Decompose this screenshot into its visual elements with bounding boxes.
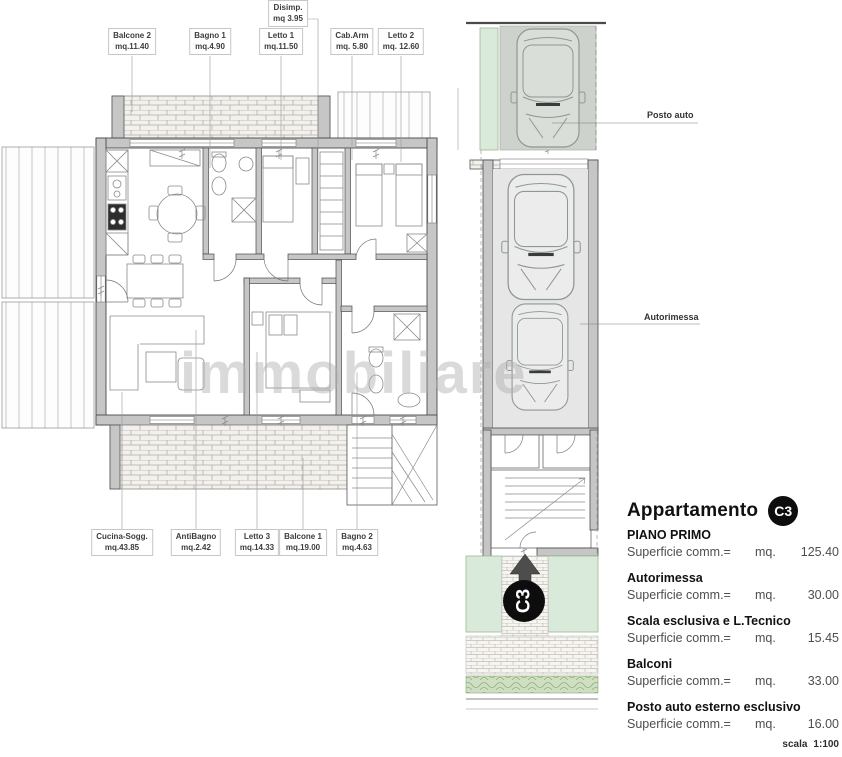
garage: [470, 159, 598, 430]
room-label-bagno-1: Bagno 1 mq.4.90: [189, 28, 231, 55]
surface-row: Superficie comm.= mq. 16.00: [627, 717, 839, 731]
watermark: immobiliare: [180, 341, 528, 406]
room-label-bagno-2: Bagno 2 mq.4.63: [336, 529, 378, 556]
group-heading: PIANO PRIMO: [627, 528, 712, 542]
room-label-balcone-2: Balcone 2 mq.11.40: [108, 28, 156, 55]
room-label-cucina-sogg: Cucina-Sogg. mq.43.85: [91, 529, 153, 556]
unit-badge-circle: [503, 580, 545, 622]
surface-row: Superficie comm.= mq. 15.45: [627, 631, 839, 645]
terrace-left: [2, 147, 94, 428]
staircase-garage: [483, 428, 598, 558]
surface-row: Superficie comm.= mq. 125.40: [627, 545, 839, 559]
summary-group-posto-auto: [627, 700, 839, 731]
car-top-view-icon: [511, 29, 585, 147]
group-heading: Balconi: [627, 657, 673, 671]
group-heading: Scala esclusiva e L.Tecnico: [627, 614, 791, 628]
group-heading: Posto auto esterno esclusivo: [627, 700, 801, 714]
group-heading: Autorimessa: [627, 571, 703, 585]
summary-title: Appartamento: [627, 500, 759, 521]
staircase-main: [347, 425, 437, 505]
unit-badge-text: C3: [513, 588, 535, 614]
scale-label: scala: [782, 739, 808, 750]
room-label-cab-arm: Cab.Arm mq. 5.80: [330, 28, 373, 55]
summary-group-balconi: [627, 657, 839, 688]
unit-badge: C3: [768, 496, 798, 526]
room-label-letto-3: Letto 3 mq.14.33: [235, 529, 279, 556]
scale-indicator: [627, 739, 839, 750]
autorimessa-label: Autorimessa: [644, 312, 699, 322]
balcony-bottom: [110, 425, 347, 489]
surface-row: Superficie comm.= mq. 33.00: [627, 674, 839, 688]
posto-auto-label: Posto auto: [647, 110, 694, 120]
balcony-top: [112, 96, 330, 138]
summary-group-autorimessa: [627, 571, 839, 602]
car-top-view-icon: [502, 174, 580, 299]
walkway: [466, 554, 598, 636]
pavement-and-hedge: [466, 636, 598, 709]
summary-group-scala: [627, 614, 839, 645]
room-label-balcone-1: Balcone 1 mq.19.00: [279, 529, 327, 556]
surface-row: Superficie comm.= mq. 30.00: [627, 588, 839, 602]
car-top-view-icon: [507, 304, 574, 410]
parking-spot: [480, 26, 596, 150]
room-label-disimp: Disimp. mq 3.95: [268, 0, 308, 27]
summary-block: [627, 496, 839, 750]
room-label-letto-2: Letto 2 mq. 12.60: [378, 28, 424, 55]
summary-group-piano-primo: [627, 528, 839, 559]
room-label-antibagno: AntiBagno mq.2.42: [171, 529, 221, 556]
scale-value: 1:100: [813, 739, 839, 750]
room-label-letto-1: Letto 1 mq.11.50: [259, 28, 303, 55]
